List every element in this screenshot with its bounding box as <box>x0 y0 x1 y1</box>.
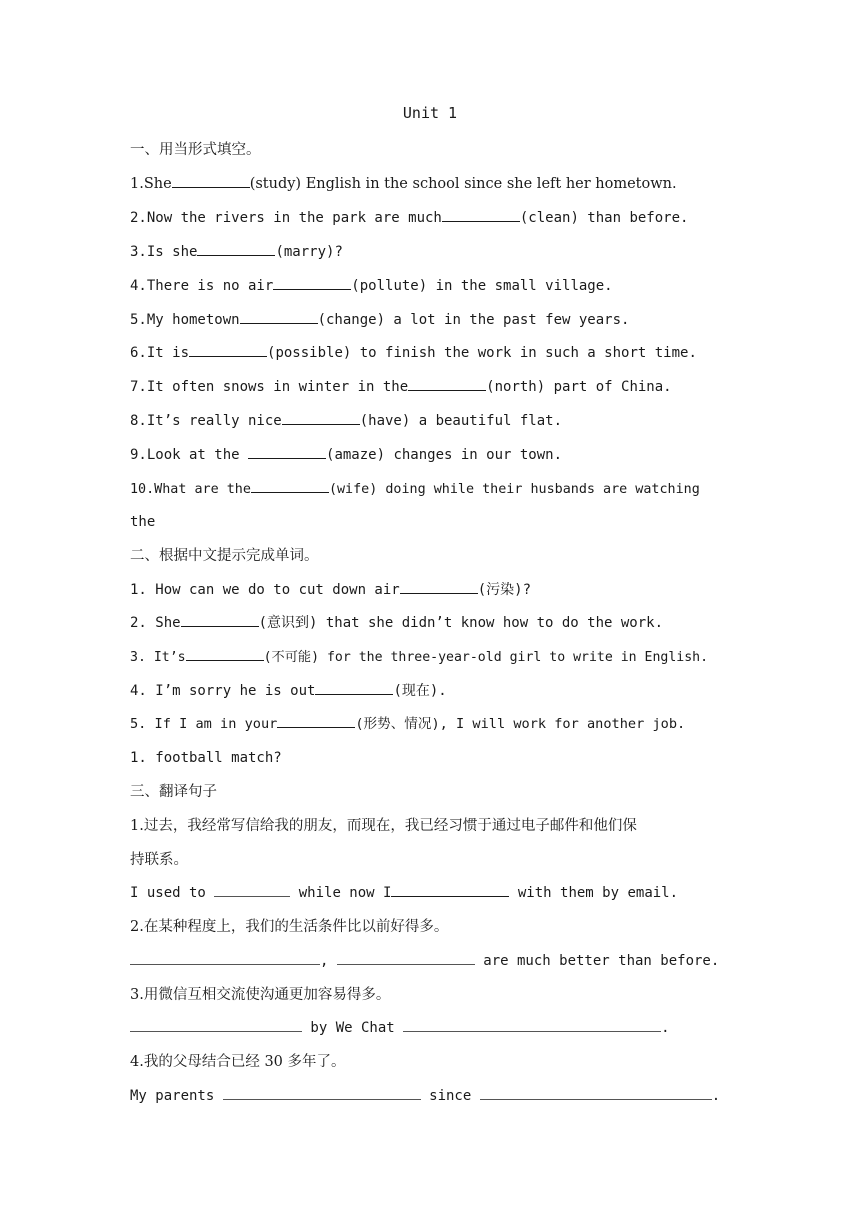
answer-blank[interactable] <box>240 309 318 324</box>
s1-item-10: 10.What are the (wife) doing while their husbands are watching <box>130 478 740 501</box>
s1-item-10-wrap: the <box>130 514 156 530</box>
s1-item-4: 4.There is no air (pollute) in the small village. <box>130 275 740 297</box>
s1-item-3: 3.Is she (marry)? <box>130 241 740 263</box>
section1-heading: 一、用当形式填空。 <box>130 142 261 158</box>
s3-a2: , are much better than before. <box>130 950 740 972</box>
answer-blank[interactable] <box>403 1017 661 1032</box>
s2-item-3: 3. It’s (不可能) for the three-year-old girl to write in English. <box>130 646 740 669</box>
answer-blank[interactable] <box>277 713 355 728</box>
s3-a3: by We Chat . <box>130 1017 740 1039</box>
answer-blank[interactable] <box>251 478 329 493</box>
s3-q1-line1: 1.过去，我经常写信给我的朋友，而现在，我已经习惯于通过电子邮件和他们保 <box>130 818 637 834</box>
s1-item-6: 6.It is (possible) to finish the work in such a short time. <box>130 342 740 364</box>
answer-blank[interactable] <box>408 376 486 391</box>
answer-blank[interactable] <box>315 680 393 695</box>
s3-a4: My parents since . <box>130 1085 740 1107</box>
page-title: Unit 1 <box>402 104 458 122</box>
s3-q2: 2.在某种程度上，我们的生活条件比以前好得多。 <box>130 919 449 935</box>
answer-blank[interactable] <box>480 1085 712 1100</box>
answer-blank[interactable] <box>400 579 478 594</box>
answer-blank[interactable] <box>189 342 267 357</box>
s1-item-2: 2.Now the rivers in the park are much (clean) than before. <box>130 207 740 229</box>
answer-blank[interactable] <box>391 882 509 897</box>
s1-item-7: 7.It often snows in winter in the (north) part of China. <box>130 376 740 398</box>
s1-item-9: 9.Look at the (amaze) changes in our town. <box>130 444 740 466</box>
s3-q1-line2: 持联系。 <box>130 852 188 868</box>
s2-item-1: 1. How can we do to cut down air (污染)? <box>130 579 740 601</box>
answer-blank[interactable] <box>223 1085 421 1100</box>
answer-blank[interactable] <box>181 612 259 627</box>
s2-item-5: 5. If I am in your (形势、情况), I will work for another job. <box>130 713 740 735</box>
answer-blank[interactable] <box>214 882 290 897</box>
s3-q4: 4.我的父母结合已经 30 多年了。 <box>130 1054 346 1070</box>
answer-blank[interactable] <box>172 173 250 188</box>
s2-item-2: 2. She (意识到) that she didn’t know how to do the work. <box>130 612 740 634</box>
answer-blank[interactable] <box>337 950 475 965</box>
s3-a1: I used to while now I with them by email. <box>130 882 740 904</box>
s1-item-5: 5.My hometown (change) a lot in the past few years. <box>130 309 740 331</box>
answer-blank[interactable] <box>186 646 264 661</box>
answer-blank[interactable] <box>442 207 520 222</box>
s2-item-4: 4. I’m sorry he is out (现在). <box>130 680 740 702</box>
answer-blank[interactable] <box>197 241 275 256</box>
answer-blank[interactable] <box>248 444 326 459</box>
answer-blank[interactable] <box>130 950 320 965</box>
answer-blank[interactable] <box>273 275 351 290</box>
answer-blank[interactable] <box>130 1017 302 1032</box>
section3-heading: 三、翻译句子 <box>130 784 217 800</box>
s1-item-1: 1.She (study) English in the school since she left her hometown. <box>130 173 740 195</box>
answer-blank[interactable] <box>282 410 360 425</box>
s2-extra: 1. football match? <box>130 750 282 766</box>
s1-item-8: 8.It’s really nice (have) a beautiful flat. <box>130 410 740 432</box>
s3-q3: 3.用微信互相交流使沟通更加容易得多。 <box>130 987 391 1003</box>
section2-heading: 二、根据中文提示完成单词。 <box>130 548 319 564</box>
